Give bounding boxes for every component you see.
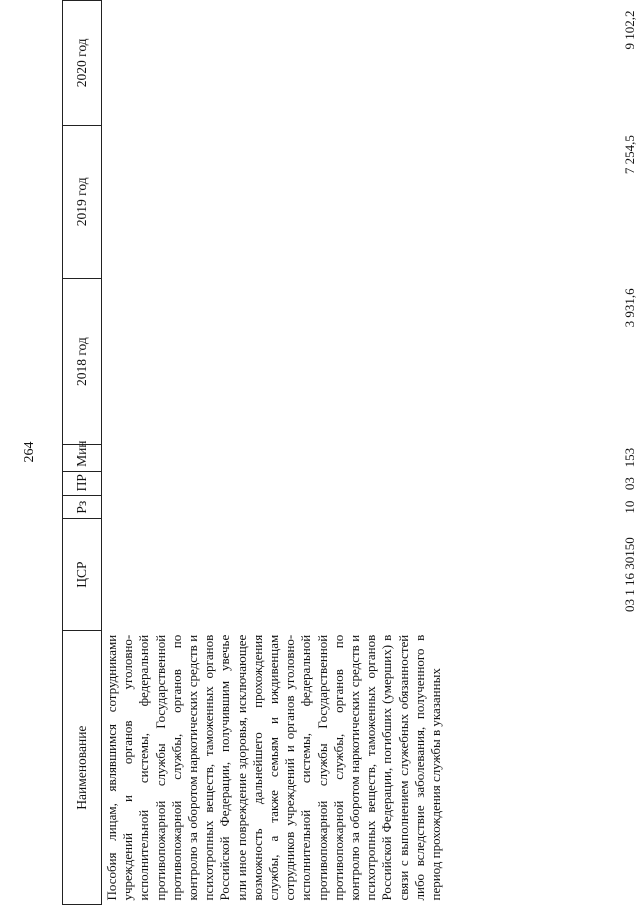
table-row (102, 1, 640, 905)
header-name: Наименование (63, 631, 102, 905)
header-2020: 2020 год (63, 1, 102, 126)
row-2018: 3 931,6 (622, 288, 637, 328)
header-2018: 2018 год (63, 278, 102, 444)
row-min: 153 (622, 447, 637, 468)
page-number: 264 (22, 441, 37, 463)
row-2020: 9 102,2 (622, 10, 637, 50)
row-name: Пособия лицам, являвшимся сотрудниками учреждений и органов уголовно-исполнительной системы, федеральной противопожарной службы Государственной противопожарной службы, органов по контролю за оборотом наркотических средств и психотропных веществ, таможенных органов Российской Федерации, получившим увечье или иное повреждение здоровья, исключающее возможность дальнейшего прохождения службы, а также семьям и иждивенцам сотрудников учреждений и органов уголовно-исполнительной системы, федеральной противопожарной службы Государственной противопожарной службы, органов по контролю за оборотом наркотических средств и психотропных веществ, таможенных органов Российской Федерации, погибших (умерших) в связи с выполнением служебных обязанностей либо вследствие заболевания, полученного в период прохождения службы в указанных (104, 634, 444, 901)
header-min: Мин (63, 445, 102, 472)
header-csr: ЦСР (63, 518, 102, 630)
header-rz: Рз (63, 496, 102, 518)
row-2019: 7 254,5 (622, 135, 637, 175)
header-2019: 2019 год (63, 125, 102, 278)
budget-table (62, 0, 640, 905)
header-row (63, 1, 102, 905)
row-rz: 10 (622, 500, 637, 514)
row-pr: 03 (622, 477, 637, 491)
header-pr: ПР (63, 471, 102, 496)
row-csr: 03 1 16 30150 (622, 537, 637, 612)
rotated-sheet (58, 0, 640, 905)
